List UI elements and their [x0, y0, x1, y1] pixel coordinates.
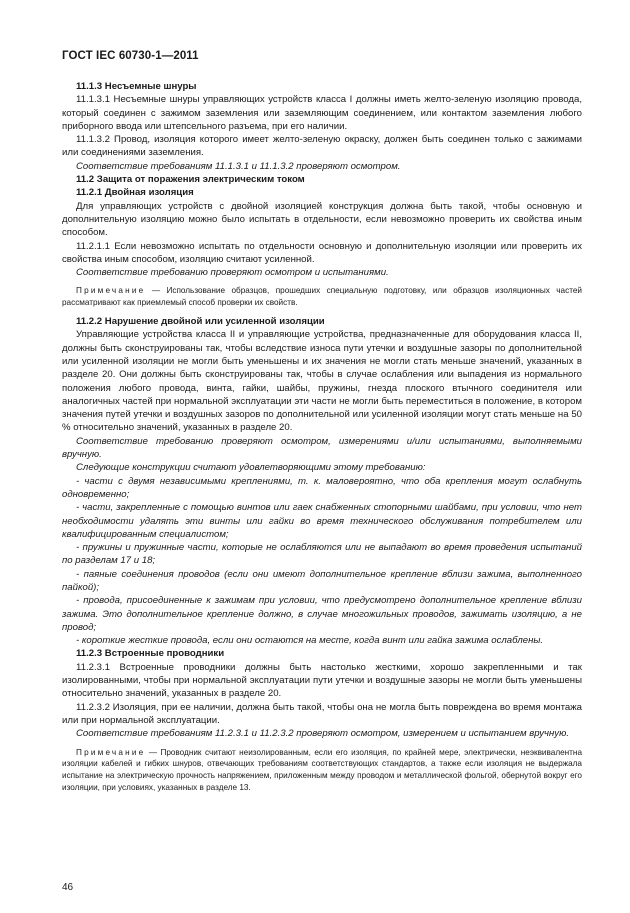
compliance-text: Соответствие требованиям 11.2.3.1 и 11.2.3.2 проверяют осмотром, измерением и испытанием вручную.	[76, 728, 569, 740]
compliance-text: Соответствие требованию проверяют осмотром, измерениями и/или испытаниями, выполняемыми вручную.	[62, 435, 582, 461]
note-text: — Проводник считают неизолированным, если его изоляция, по крайней мере, электрически, неэквивалентна изоляции кабелей и гибких шнуров, отвечающих требованиям соответствующих стандартов, а также если изоляция не выдержала испытание на электрическую прочность напряжением, приложенным между проводом и металлической фольгой, обернутой вокруг его изоляции, при условиях, указанных в разделе 13.	[62, 747, 582, 792]
paragraph-11-2-2: Управляющие устройства класса II и управляющие устройства, предназначенные для оборудования класса II, должны быть сконструированы так, чтобы вследствие износа пути утечки и воздушные зазоры по дополнительной или усиленной изоляции не могли быть уменьшены и их значения не могли стать меньше значений, указанных в разделе 20. Они должны быть сконструированы так, чтобы в случае ослабления или выпадения из нормального положения любого провода, винта, гайки, шайбы, пружины, гнезда плоского втычного соединителя или аналогичных частей при нормальной эксплуатации эти части не могли быть переместиться в положение, в котором значения путей утечки и воздушных зазоров по дополнительной или усиленной изоляции могут стать меньше на 50 % относительно значений, указанных в разделе 20.	[62, 329, 582, 434]
paragraph-11-2-3-1: 11.2.3.1 Встроенные проводники должны быть настолько жесткими, хорошо закрепленными и так изолированными, чтобы при нормальной эксплуатации пути утечки и воздушные зазоры не могли быть уменьшены относительно значений, указанных в разделе 20.	[62, 661, 582, 700]
paragraph-11-1-3-2: 11.1.3.2 Провод, изоляция которого имеет желто-зеленую окраску, должен быть соединен только с зажимами или соединениями заземления.	[62, 134, 582, 159]
note-paragraph	[62, 747, 582, 794]
standard-header: ГОСТ IEC 60730-1—2011	[62, 50, 199, 62]
list-item: - части с двумя независимыми креплениями, т. к. маловероятно, что оба крепления могут ослабнуть одновременно;	[62, 475, 582, 500]
note-text: — Использование образцов, прошедших специальную подготовку, или образцов изоляционных частей рассматривают как приемлемый способ проверки их свойств.	[62, 286, 582, 308]
constructions-intro: Следующие конструкции считают удовлетворяющими этому требованию:	[76, 462, 426, 474]
section-heading-11-2-3: 11.2.3 Встроенные проводники	[76, 648, 225, 660]
paragraph-11-2-1-1: 11.2.1.1 Если невозможно испытать по отдельности основную и дополнительную изоляции или проверить их свойства иным способом, изоляцию считают усиленной.	[62, 240, 582, 265]
note-paragraph	[62, 285, 582, 309]
section-heading-11-1-3: 11.1.3 Несъемные шнуры	[76, 81, 197, 92]
section-heading-11-2-2: 11.2.2 Нарушение двойной или усиленной изоляции	[76, 316, 325, 328]
section-heading-11-2: 11.2 Защита от поражения электрическим током	[76, 174, 305, 186]
document-body	[62, 80, 582, 800]
list-item: - короткие жесткие провода, если они остаются на месте, когда винт или гайка зажима ослаблены.	[76, 635, 544, 647]
list-item: - части, закрепленные с помощью винтов или гаек снабженных стопорными шайбами, при условии, что нет необходимости удалять эти винты или гайки во время технического обслуживания потребителем или квалифицированным специалистом;	[62, 502, 582, 540]
page-number: 46	[62, 882, 74, 893]
compliance-text: Соответствие требованию проверяют осмотром и испытаниями.	[76, 267, 389, 279]
list-item: - пружины и пружинные части, которые не ослабляются или не выпадают во время проведения испытаний по разделам 17 и 18;	[62, 542, 582, 567]
paragraph-11-2-3-2: 11.2.3.2 Изоляция, при ее наличии, должна быть такой, чтобы она не могла быть повреждена во время монтажа или при нормальной эксплуатации.	[62, 701, 582, 726]
note-label: Примечание	[76, 747, 146, 757]
list-item: - паяные соединения проводов (если они имеют дополнительное крепление вблизи зажима, выполненного пайкой);	[62, 568, 582, 593]
paragraph-11-1-3-1: 11.1.3.1 Несъемные шнуры управляющих устройств класса I должны иметь желто-зеленую изоляцию провода, который соединен с зажимом заземления или заземляющим соединением, или контактом заземления любого приборного ввода или штепсельного разъема, при его наличии.	[62, 94, 582, 132]
section-heading-11-2-1: 11.2.1 Двойная изоляция	[76, 187, 194, 199]
paragraph-11-2-1: Для управляющих устройств с двойной изоляцией конструкция должна быть такой, чтобы основную и дополнительную изоляцию можно было испытать в отдельности, если невозможно проверить их свойства иным способом.	[62, 200, 582, 239]
compliance-text: Соответствие требованиям 11.1.3.1 и 11.1.3.2 проверяют осмотром.	[76, 160, 401, 172]
list-item: - провода, присоединенные к зажимам при условии, что предусмотрено дополнительное крепление вблизи зажима. Это дополнительное крепление должно, в случае многожильных проводов, зажимать изоляцию, а не провод;	[62, 595, 582, 633]
note-label: Примечание	[76, 286, 146, 296]
